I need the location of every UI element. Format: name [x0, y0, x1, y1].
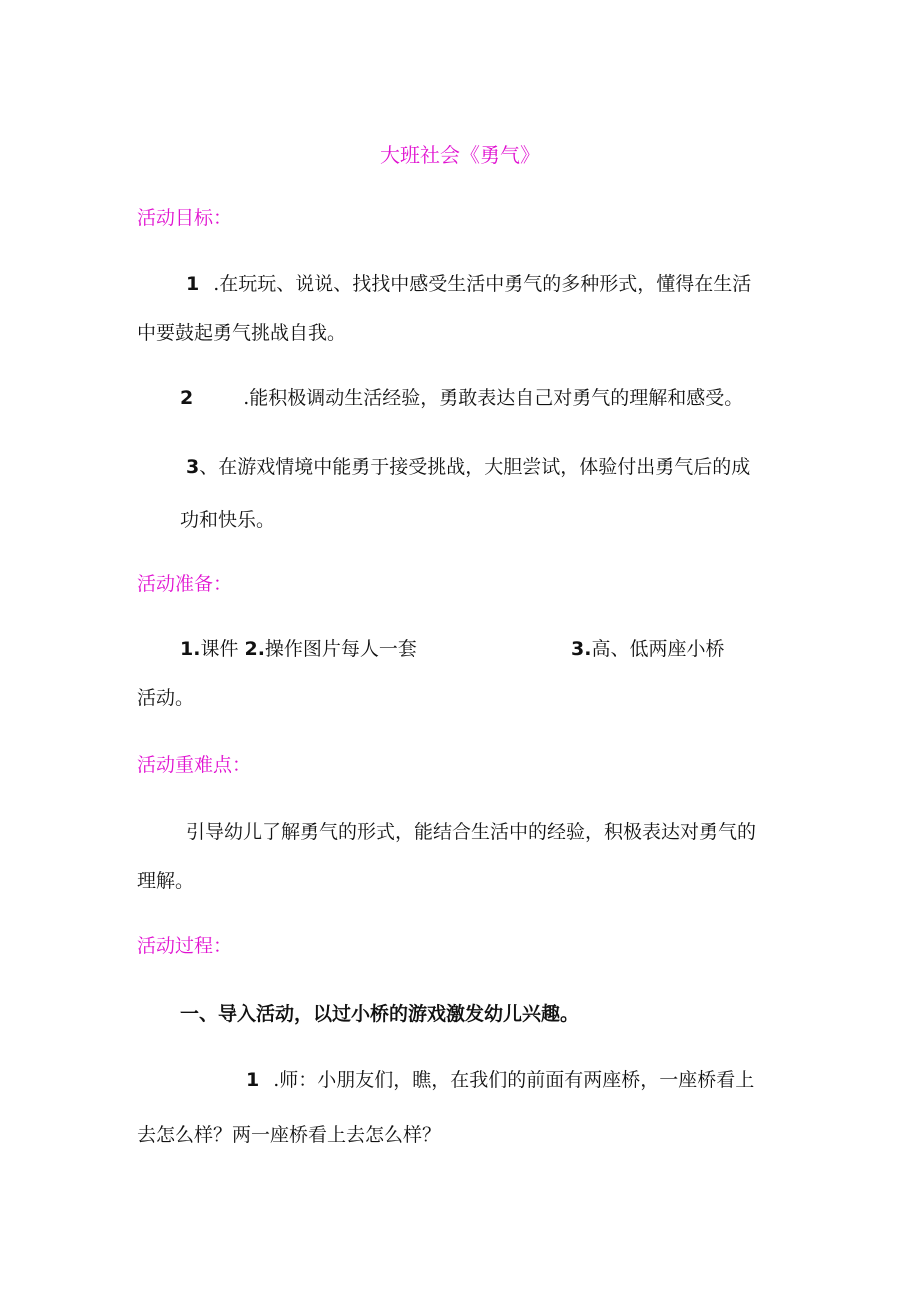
process-item-1-line1 [246, 1068, 754, 1092]
goal-item-1-number: 1 [186, 273, 200, 295]
goal-item-1-text: .在玩玩、说说、找找中感受生活中勇气的多种形式，懂得在生活 [213, 273, 752, 295]
process-heading: 活动过程： [137, 935, 233, 957]
preparation-heading: 活动准备： [137, 573, 233, 595]
preparation-item-3: 高、低两座小桥 [591, 638, 725, 660]
process-item-1-number: 1 [246, 1069, 260, 1091]
goal-item-2-text: .能积极调动生活经验，勇敢表达自己对勇气的理解和感受。 [243, 387, 744, 409]
preparation-num-2: 2. [244, 638, 265, 660]
goal-item-2-number: 2 [180, 387, 194, 409]
keypoints-line-2: 理解。 [137, 870, 195, 892]
preparation-num-3: 3. [571, 638, 592, 660]
goal-item-1-line1 [186, 272, 751, 296]
preparation-num-1: 1. [180, 638, 201, 660]
goal-item-3-line2: 功和快乐。 [180, 509, 276, 531]
preparation-item-2: 操作图片每人一套 [264, 638, 417, 660]
preparation-line-1-right [571, 637, 724, 661]
preparation-line-2: 活动。 [137, 687, 195, 709]
goals-heading: 活动目标： [137, 207, 233, 229]
goal-item-3-text: 、在游戏情境中能勇于接受挑战，大胆尝试，体验付出勇气后的成 [199, 456, 751, 478]
goal-item-1-line2: 中要鼓起勇气挑战自我。 [137, 322, 347, 344]
process-step-1-title: 一、导入活动，以过小桥的游戏激发幼儿兴趣。 [180, 1003, 580, 1025]
preparation-item-1: 课件 [200, 638, 239, 660]
goal-item-2-line1 [180, 386, 743, 410]
goal-item-3-line1 [186, 455, 750, 479]
process-item-1-text: .师：小朋友们，瞧，在我们的前面有两座桥，一座桥看上 [273, 1069, 755, 1091]
goal-item-3-number: 3 [186, 456, 200, 478]
preparation-line-1 [180, 637, 417, 661]
keypoints-line-1: 引导幼儿了解勇气的形式，能结合生活中的经验，积极表达对勇气的 [186, 821, 757, 843]
keypoints-heading: 活动重难点： [137, 754, 252, 776]
document-title: 大班社会《勇气》 [380, 143, 540, 167]
process-item-1-line2: 去怎么样？两一座桥看上去怎么样？ [137, 1124, 442, 1146]
